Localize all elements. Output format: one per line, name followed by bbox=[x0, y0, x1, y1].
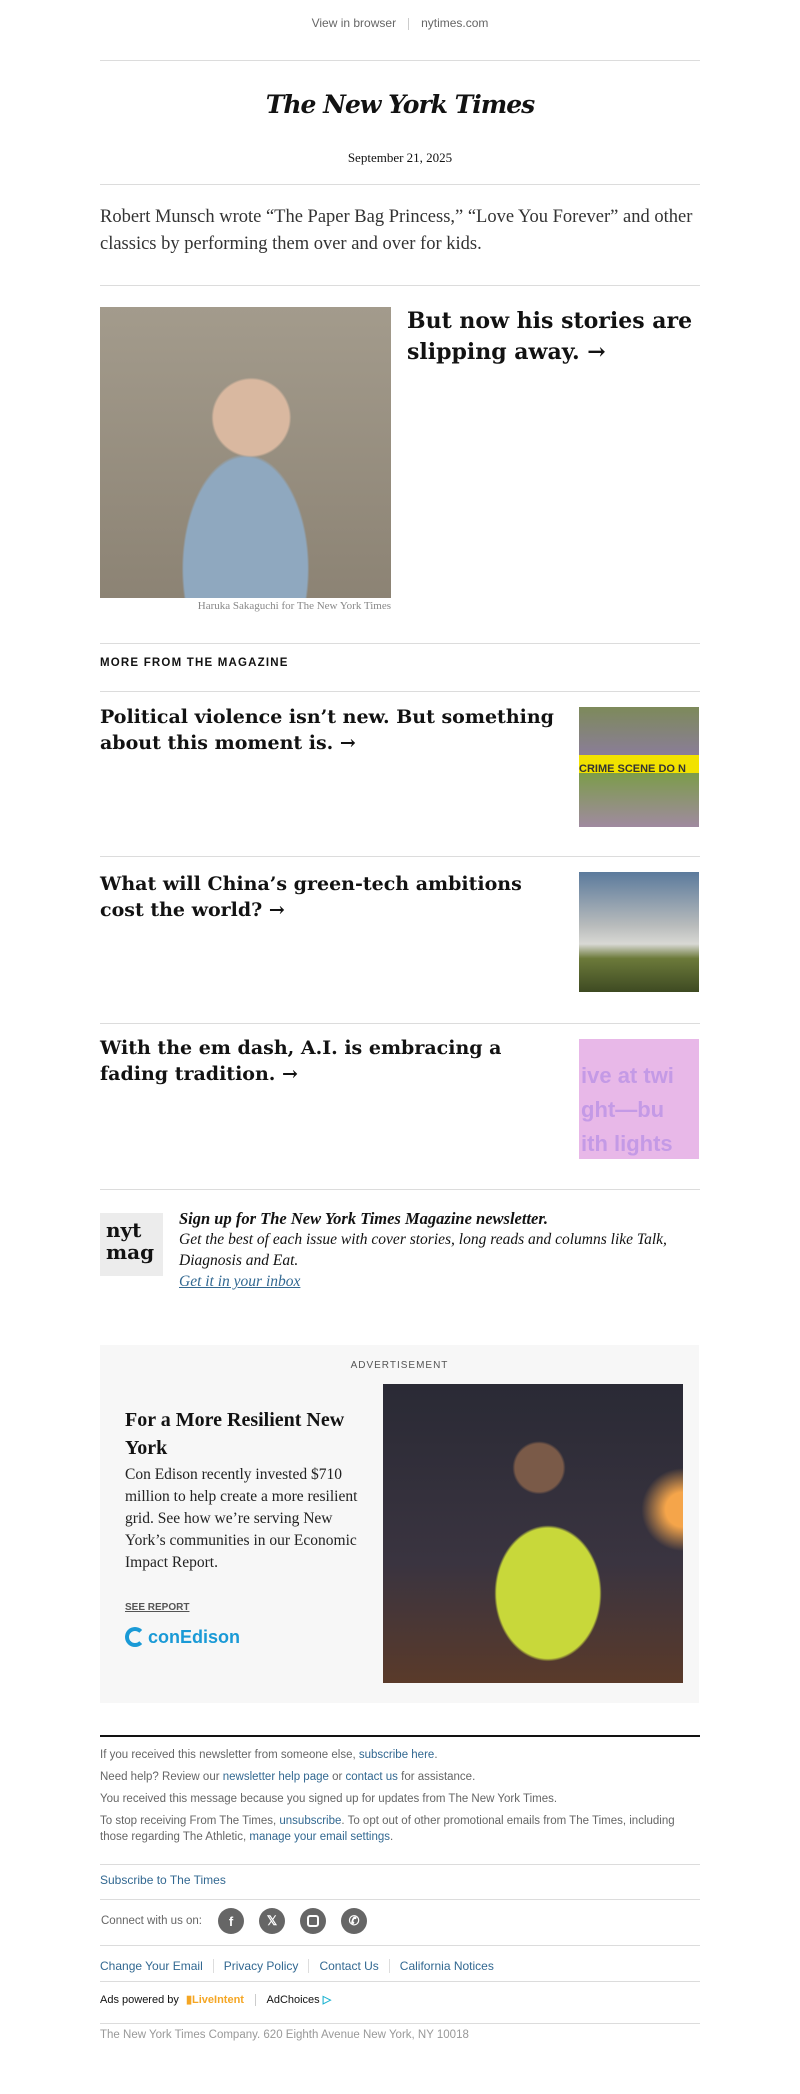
newsletter-title: Sign up for The New York Times Magazine newsletter. bbox=[179, 1209, 548, 1228]
divider bbox=[100, 60, 700, 61]
photo-credit: Haruka Sakaguchi for The New York Times bbox=[197, 600, 391, 612]
newsletter-description: Get the best of each issue with cover stories, long reads and columns like Talk, Diagnosis and Eat. bbox=[179, 1231, 667, 1269]
liveintent-icon: ▮ bbox=[185, 1994, 193, 2006]
article-headline-link[interactable]: What will China’s green-tech ambitions cost the world? → bbox=[100, 873, 522, 921]
divider bbox=[100, 1189, 700, 1190]
thumbnail-text: CRIME SCENE DO N bbox=[579, 763, 686, 775]
instagram-icon[interactable] bbox=[300, 1908, 326, 1934]
conedison-logo[interactable] bbox=[125, 1627, 240, 1648]
article-headline-link[interactable]: With the em dash, A.I. is embracing a fading tradition. → bbox=[100, 1037, 502, 1085]
divider bbox=[408, 18, 409, 30]
footer-links bbox=[100, 1957, 514, 1975]
issue-date: September 21, 2025 bbox=[347, 150, 453, 165]
divider bbox=[100, 1735, 700, 1737]
subscribe-here-link[interactable]: subscribe here bbox=[358, 1749, 435, 1761]
ad-label: ADVERTISEMENT bbox=[350, 1360, 449, 1371]
facebook-icon[interactable]: f bbox=[218, 1908, 244, 1934]
footer-line: You received this message because you signed up for updates from The New York Times. bbox=[100, 1793, 558, 1805]
logo-text: mag bbox=[106, 1240, 155, 1264]
footer-line: If you received this newsletter from someone else, subscribe here. bbox=[100, 1749, 438, 1761]
thumbnail-text: ive at twi ght—bu ith lights bbox=[581, 1063, 674, 1156]
whatsapp-icon[interactable]: ✆ bbox=[341, 1908, 367, 1934]
divider bbox=[100, 643, 700, 644]
hero-headline-link[interactable]: But now his stories are slipping away. → bbox=[407, 308, 693, 365]
divider bbox=[100, 1981, 700, 1982]
brand-name: conEdison bbox=[148, 1627, 241, 1647]
article-thumbnail[interactable] bbox=[579, 707, 699, 827]
liveintent-logo[interactable]: ▮LiveIntent bbox=[185, 1994, 244, 2006]
adchoices-icon: ▷ bbox=[322, 1994, 332, 2006]
change-email-link[interactable]: Change Your Email bbox=[100, 1959, 214, 1973]
footer-line: To stop receiving From The Times, unsubscribe. To opt out of other promotional emails from The Times, including those regarding The Athletic, manage your email settings. bbox=[100, 1815, 675, 1843]
divider bbox=[100, 285, 700, 286]
article-thumbnail[interactable] bbox=[579, 1039, 699, 1159]
divider bbox=[255, 1994, 256, 2006]
unsubscribe-link[interactable]: unsubscribe bbox=[279, 1815, 342, 1827]
divider bbox=[100, 691, 700, 692]
see-report-link[interactable]: SEE REPORT bbox=[125, 1602, 190, 1613]
ad-image[interactable] bbox=[383, 1384, 683, 1683]
california-notices-link[interactable]: California Notices bbox=[399, 1959, 494, 1973]
divider bbox=[100, 856, 700, 857]
adchoices-link[interactable]: AdChoices ▷ bbox=[266, 1994, 332, 2006]
ads-powered-row bbox=[100, 1993, 331, 2006]
nyt-mag-logo-icon bbox=[100, 1213, 163, 1276]
company-address: The New York Times Company. 620 Eighth Avenue New York, NY 10018 bbox=[100, 2029, 469, 2041]
social-row bbox=[101, 1908, 382, 1934]
intro-text: Robert Munsch wrote “The Paper Bag Princess,” “Love You Forever” and other classics by performing them over and over for kids. bbox=[100, 207, 693, 254]
divider bbox=[100, 1899, 700, 1900]
section-label: MORE FROM THE MAGAZINE bbox=[100, 657, 289, 669]
nyt-logo[interactable]: The New York Times bbox=[265, 90, 535, 119]
ad-headline[interactable]: For a More Resilient New York bbox=[125, 1409, 345, 1459]
conedison-c-icon bbox=[125, 1627, 145, 1647]
logo-text: nyt bbox=[106, 1218, 142, 1242]
ad-body: Con Edison recently invested $710 million to help create a more resilient grid. See how we’re serving New York’s communities in our Economic Impact Report. bbox=[125, 1466, 358, 1571]
privacy-policy-link[interactable]: Privacy Policy bbox=[224, 1959, 310, 1973]
article-thumbnail[interactable] bbox=[579, 872, 699, 992]
divider bbox=[100, 1864, 700, 1865]
help-page-link[interactable]: newsletter help page bbox=[222, 1771, 329, 1783]
divider bbox=[100, 2023, 700, 2024]
footer-line: Need help? Review our newsletter help page or contact us for assistance. bbox=[100, 1771, 476, 1783]
contact-us-link[interactable]: contact us bbox=[345, 1771, 398, 1783]
divider bbox=[100, 184, 700, 185]
email-settings-link[interactable]: manage your email settings bbox=[249, 1831, 391, 1843]
divider bbox=[100, 1023, 700, 1024]
top-links bbox=[0, 16, 800, 30]
article-headline-link[interactable]: Political violence isn’t new. But something about this moment is. → bbox=[100, 706, 554, 754]
view-in-browser-link[interactable]: View in browser bbox=[311, 16, 397, 30]
divider bbox=[100, 1945, 700, 1946]
newsletter-promo bbox=[179, 1208, 699, 1292]
hero-image[interactable] bbox=[100, 307, 391, 598]
connect-label: Connect with us on: bbox=[101, 1915, 203, 1927]
ads-powered-label: Ads powered by bbox=[100, 1994, 179, 2006]
contact-us-footer-link[interactable]: Contact Us bbox=[319, 1959, 389, 1973]
x-icon[interactable]: 𝕏 bbox=[259, 1908, 285, 1934]
nytimes-link[interactable]: nytimes.com bbox=[421, 16, 489, 30]
newsletter-signup-link[interactable]: Get it in your inbox bbox=[179, 1273, 301, 1290]
subscribe-times-link[interactable]: Subscribe to The Times bbox=[100, 1873, 226, 1887]
